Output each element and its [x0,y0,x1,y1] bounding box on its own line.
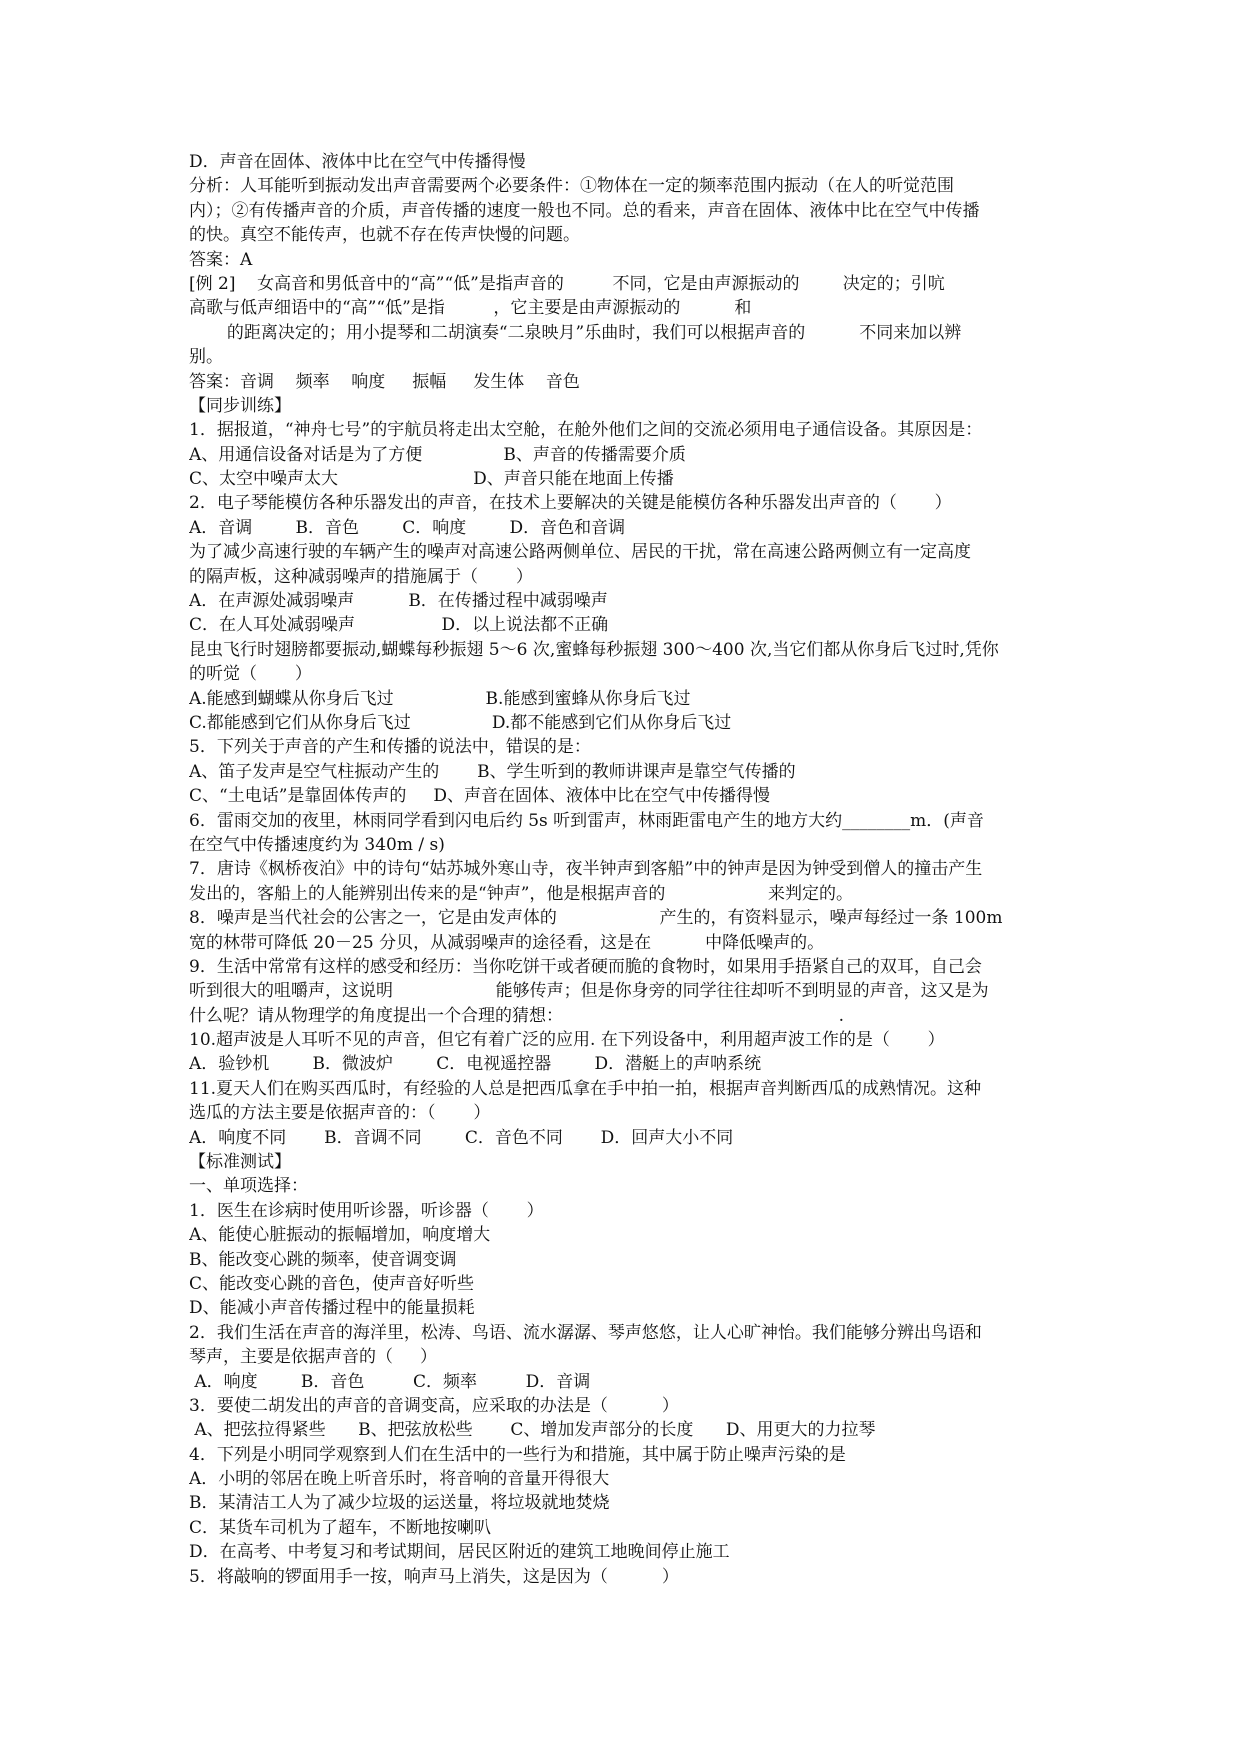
text-line: A．在声源处减弱噪声 B．在传播过程中减弱噪声 [189,591,608,612]
text-line: A．音调 B．音色 C．响度 D．音色和音调 [189,517,626,538]
text-line: 什么呢？请从物理学的角度提出一个合理的猜想： . [189,1005,844,1026]
text-line: 5．下列关于声音的产生和传播的说法中，错误的是： [189,737,591,758]
text-line: 宽的林带可降低 20－25 分贝，从减弱噪声的途径看，这是在 中降低噪声的。 [189,932,825,953]
text-line: 10.超声波是人耳听不见的声音，但它有着广泛的应用. 在下列设备中，利用超声波工作的是（ ） [189,1030,945,1051]
text-line: 的隔声板，这种减弱噪声的措施属于（ ） [189,566,533,587]
text-line: 的快。真空不能传声，也就不存在传声快慢的问题。 [189,225,580,246]
text-line: D．在高考、中考复习和考试期间，居民区附近的建筑工地晚间停止施工 [189,1542,730,1563]
text-line: D、能减小声音传播过程中的能量损耗 [189,1298,475,1319]
text-line: A、能使心脏振动的振幅增加，响度增大 [189,1225,491,1246]
text-line: 为了减少高速行驶的车辆产生的噪声对高速公路两侧单位、居民的干扰，常在高速公路两侧立有一定高度 [189,542,971,563]
text-line: 分析：人耳能听到振动发出声音需要两个必要条件：①物体在一定的频率范围内振动（在人的听觉范围 [189,176,954,197]
subsection-heading: 一、单项选择： [189,1176,308,1197]
text-line: D．声音在固体、液体中比在空气中传播得慢 [189,152,526,172]
text-line: 在空气中传播速度约为 340m / s) [189,834,445,855]
text-line: A、把弦拉得紧些 B、把弦放松些 C、增加发声部分的长度 D、用更大的力拉琴 [189,1420,876,1441]
text-line: 高歌与低声细语中的“高”“低”是指 ，它主要是由声源振动的 和 [189,298,752,319]
text-line: 9．生活中常常有这样的感受和经历：当你吃饼干或者硬而脆的食物时，如果用手捂紧自己的双耳，自己会 [189,956,982,977]
text-line: A．验钞机 B．微波炉 C．电视遥控器 D．潜艇上的声呐系统 [189,1054,762,1075]
text-line: [例 2] 女高音和男低音中的“高”“低”是指声音的 不同，它是由声源振动的 决定的；引吭 [189,273,945,294]
text-line: 内）；②有传播声音的介质，声音传播的速度一般也不同。总的看来，声音在固体、液体中比在空气中传播 [189,200,980,221]
text-line: C、太空中噪声太大 D、声音只能在地面上传播 [189,469,674,490]
text-line: A.能感到蝴蝶从你身后飞过 B.能感到蜜蜂从你身后飞过 [189,688,691,709]
text-line: 6．雷雨交加的夜里，林雨同学看到闪电后约 5s 听到雷声，林雨距雷电产生的地方大约________m．(声音 [189,810,984,831]
section-heading: 【标准测试】 [189,1152,291,1173]
text-line: 的距离决定的；用小提琴和二胡演奏“二泉映月”乐曲时，我们可以根据声音的 不同来加以辨 [189,322,962,343]
text-line: C．某货车司机为了超车，不断地按喇叭 [189,1517,492,1538]
text-line: 选瓜的方法主要是依据声音的：（ ） [189,1103,491,1124]
text-line: A．响度不同 B．音调不同 C．音色不同 D．回声大小不同 [189,1127,734,1148]
text-line: A、用通信设备对话是为了方便 B、声音的传播需要介质 [189,444,686,465]
text-line: 1．医生在诊病时使用听诊器，听诊器（ ） [189,1200,544,1221]
text-line: 发出的，客船上的人能辨别出传来的是“钟声”，他是根据声音的 来判定的。 [189,883,854,904]
text-line: 的听觉（ ） [189,664,312,685]
text-line: 琴声，主要是依据声音的（ ） [189,1347,438,1368]
text-line: A．响度 B．音色 C．频率 D．音调 [189,1371,591,1392]
text-line: 4．下列是小明同学观察到人们在生活中的一些行为和措施，其中属于防止噪声污染的是 [189,1444,846,1465]
text-line: 3．要使二胡发出的声音的音调变高，应采取的办法是（ ） [189,1395,679,1416]
text-line: 8．噪声是当代社会的公害之一，它是由发声体的 产生的，有资料显示，噪声每经过一条 100m [189,908,1003,929]
text-line: 听到很大的咀嚼声，这说明 能够传声；但是你身旁的同学往往却听不到明显的声音，这又是为 [189,981,989,1002]
text-line: 7．唐诗《枫桥夜泊》中的诗句“姑苏城外寒山寺，夜半钟声到客船”中的钟声是因为钟受到僧人的撞击产生 [189,859,983,880]
text-line: C．在人耳处减弱噪声 D．以上说法都不正确 [189,615,609,636]
section-heading: 【同步训练】 [189,395,291,416]
text-line: 11.夏天人们在购买西瓜时，有经验的人总是把西瓜拿在手中拍一拍，根据声音判断西瓜的成熟情况。这种 [189,1078,982,1099]
text-line: 1．据报道，“神舟七号”的宇航员将走出太空舱，在舱外他们之间的交流必须用电子通信设备。其原因是： [189,420,983,441]
text-line: C.都能感到它们从你身后飞过 D.都不能感到它们从你身后飞过 [189,712,732,733]
text-line: 5．将敲响的锣面用手一按，响声马上消失，这是因为（ ） [189,1566,679,1587]
text-line: 答案：音调 频率 响度 振幅 发生体 音色 [189,371,580,392]
text-line: C、“土电话”是靠固体传声的 D、声音在固体、液体中比在空气中传播得慢 [189,786,771,807]
text-line: C、能改变心跳的音色，使声音好听些 [189,1273,475,1294]
document-page [189,150,1069,1589]
text-line: A．小明的邻居在晚上听音乐时，将音响的音量开得很大 [189,1469,610,1490]
text-line: B、能改变心跳的频率，使音调变调 [189,1249,457,1270]
text-line: 2．电子琴能模仿各种乐器发出的声音，在技术上要解决的关键是能模仿各种乐器发出声音的（ ） [189,493,952,514]
text-line: 昆虫飞行时翅膀都要振动,蝴蝶每秒振翅 5～6 次,蜜蜂每秒振翅 300～400 次,当它们都从你身后飞过时,凭你 [189,639,999,660]
text-line: 答案：A [189,249,253,270]
text-line: B．某清洁工人为了减少垃圾的运送量，将垃圾就地焚烧 [189,1493,610,1514]
text-line: 别。 [189,347,223,368]
text-line: 2．我们生活在声音的海洋里，松涛、鸟语、流水潺潺、琴声悠悠，让人心旷神怡。我们能够分辨出鸟语和 [189,1322,982,1343]
text-line: A、笛子发声是空气柱振动产生的 B、学生听到的教师讲课声是靠空气传播的 [189,761,796,782]
